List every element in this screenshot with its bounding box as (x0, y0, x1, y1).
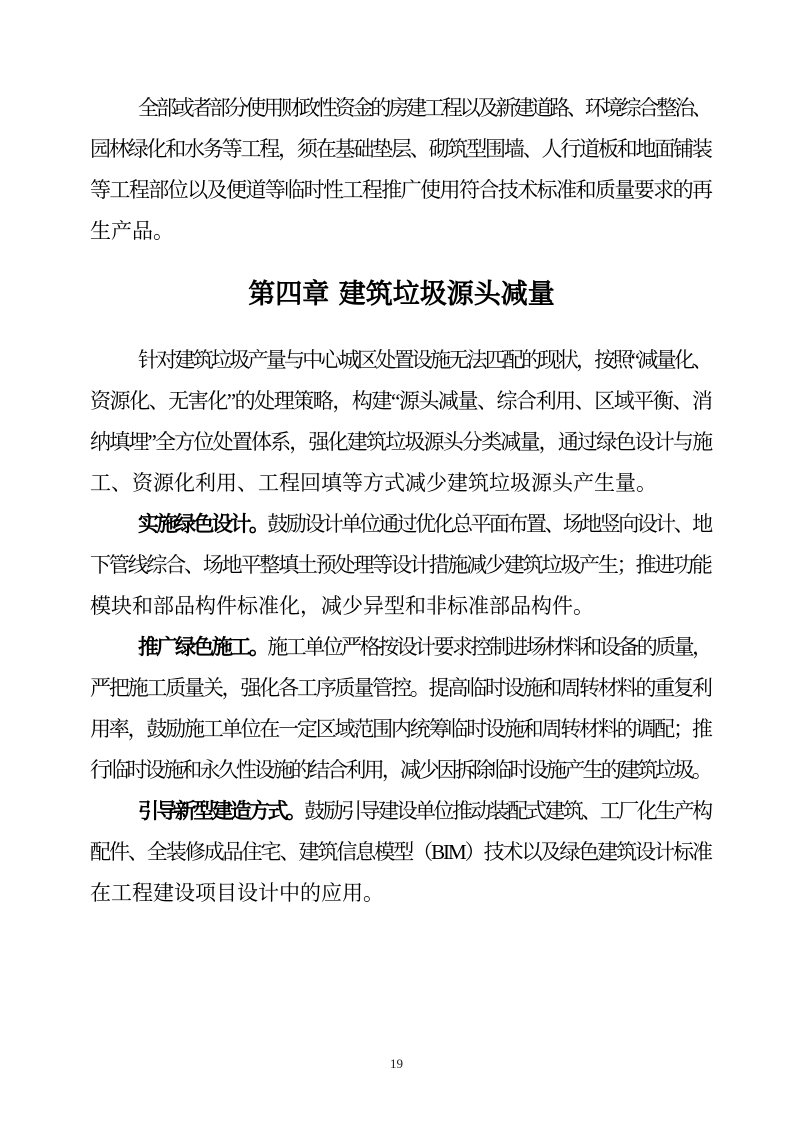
text-line (90, 463, 713, 504)
bold-lead-in: 推广绿色施工。 (138, 635, 268, 659)
paragraph (90, 340, 713, 504)
text-line (90, 381, 713, 422)
text-line (90, 586, 713, 627)
text-line-content: 工、资源化利用、工程回填等方式减少建筑垃圾源头产生量。 (90, 471, 657, 495)
text-line-content: 在工程建设项目设计中的应用。 (90, 881, 384, 905)
text-line (90, 627, 713, 668)
text-line (90, 504, 713, 545)
text-line (90, 545, 713, 586)
bold-lead-in: 实施绿色设计。 (138, 512, 268, 536)
paragraph (90, 627, 713, 791)
text-line-content: 配件、全装修成品住宅、建筑信息模型（BIM）技术以及绿色建筑设计标准 (90, 840, 711, 864)
text-line-content: 针对建筑垃圾产量与中心城区处置设施无法匹配的现状，按照“减量化、 (138, 348, 711, 372)
paragraph (90, 88, 713, 252)
text-line-content: 引导新型建造方式。鼓励引导建设单位推动装配式建筑、工厂化生产构 (138, 799, 711, 823)
text-line-content: 实施绿色设计。鼓励设计单位通过优化总平面布置、场地竖向设计、地 (138, 512, 711, 536)
paragraph (90, 504, 713, 627)
text-line-content: 推广绿色施工。施工单位严格按设计要求控制进场材料和设备的质量， (138, 635, 711, 659)
text-line-content: 资源化、无害化”的处理策略，构建“源头减量、综合利用、区域平衡、消 (90, 389, 712, 413)
chapter-heading: 第四章 建筑垃圾源头减量 (248, 279, 555, 310)
page-number: 19 (390, 1056, 403, 1071)
text-line-content: 纳填埋”全方位处置体系，强化建筑垃圾源头分类减量，通过绿色设计与施 (90, 430, 712, 454)
text-line-content: 生产品。 (90, 219, 174, 243)
text-line (90, 340, 713, 381)
text-line-content: 模块和部品构件标准化，减少异型和非标准部品构件。 (90, 594, 594, 618)
text-line-content: 用率，鼓励施工单位在一定区域范围内统筹临时设施和周转材料的调配；推 (90, 717, 711, 741)
text-line (90, 422, 713, 463)
text-line (90, 791, 713, 832)
text-line-content: 全部或者部分使用财政性资金的房建工程以及新建道路、环境综合整治、 (138, 96, 710, 120)
text-line (90, 129, 713, 170)
text-line (90, 170, 713, 211)
text-line-content: 行临时设施和永久性设施的结合利用，减少因拆除临时设施产生的建筑垃圾。 (90, 758, 711, 782)
paragraph (90, 791, 713, 914)
text-line (90, 709, 713, 750)
text-line-content: 园林绿化和水务等工程，须在基础垫层、砌筑型围墙、人行道板和地面铺装 (90, 137, 711, 161)
text-line (90, 873, 713, 914)
text-line (90, 211, 713, 252)
text-line (90, 750, 713, 791)
text-line (90, 88, 713, 129)
text-line (90, 832, 713, 873)
text-line-content: 等工程部位以及便道等临时性工程推广使用符合技术标准和质量要求的再 (90, 178, 712, 202)
text-line-content: 严把施工质量关，强化各工序质量管控。提高临时设施和周转材料的重复利 (90, 676, 711, 700)
bold-lead-in: 引导新型建造方式。 (138, 799, 305, 823)
text-line-content: 下管线综合、场地平整填土预处理等设计措施减少建筑垃圾产生；推进功能 (90, 553, 711, 577)
text-line (90, 668, 713, 709)
